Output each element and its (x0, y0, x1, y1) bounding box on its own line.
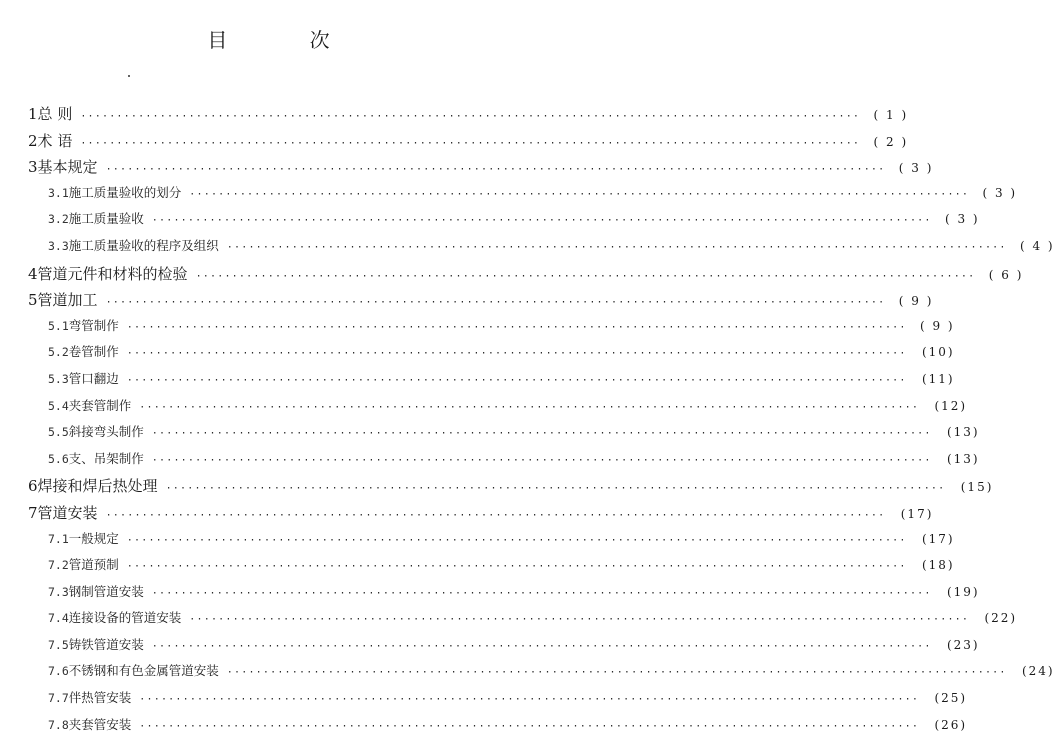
toc-entry-page: (19) (946, 584, 980, 599)
toc-entry-title: 施工质量验收的划分 (68, 184, 182, 200)
toc-entry-number: 5.5 (48, 425, 69, 440)
scan-speck (128, 75, 130, 77)
toc-entry-number: 5.2 (48, 345, 69, 360)
dot-leader: ············································································································ (126, 534, 907, 546)
toc-entry-number: 5.3 (48, 371, 69, 386)
toc-entry[interactable] (0, 449, 980, 476)
toc-entry-title: 基本规定 (37, 158, 98, 177)
toc-entry-page: (13) (946, 451, 980, 466)
dot-leader: ············································································································ (151, 640, 932, 652)
toc-entry[interactable] (0, 688, 968, 715)
dot-leader: ············································································································ (151, 428, 932, 440)
toc-entry-number: 5.4 (48, 398, 69, 413)
toc-entry-title: 术 语 (37, 131, 73, 150)
toc-entry-title: 连接设备的管道安装 (68, 610, 182, 626)
toc-entry-page: (17) (921, 531, 955, 546)
toc-entry[interactable] (0, 582, 980, 609)
toc-entry[interactable] (0, 608, 1018, 635)
dot-leader: ············································································································ (139, 401, 920, 413)
toc-entry-number: 7.4 (48, 611, 69, 626)
toc-entry[interactable] (0, 316, 955, 343)
page-title: 目 次 (207, 28, 368, 52)
toc-entry-title: 支、吊架制作 (68, 450, 144, 466)
toc-entry-number: 3 (28, 158, 38, 177)
toc-entry-page: ( 9 ) (919, 318, 955, 333)
dot-leader: ············································································································ (151, 215, 932, 227)
dot-leader: ············································································································ (126, 321, 907, 333)
dot-leader: ············································································································ (195, 270, 976, 282)
dot-leader: ············································································································ (126, 374, 907, 386)
toc-entry-page: ( 2 ) (873, 134, 909, 149)
toc-entry[interactable] (0, 502, 934, 529)
toc-entry-page: (12) (934, 398, 968, 413)
toc-entry[interactable] (0, 263, 1024, 290)
toc-entry-number: 5.6 (48, 451, 69, 466)
toc-entry-number: 7.1 (48, 531, 69, 546)
toc-entry-number: 6 (28, 477, 38, 496)
dot-leader: ············································································································ (126, 348, 907, 360)
toc-entry-number: 7.7 (48, 691, 69, 706)
toc-entry-title: 一般规定 (68, 530, 119, 546)
dot-leader: ············································································································ (126, 561, 907, 573)
toc-entry-page: (13) (946, 425, 980, 440)
toc-entry[interactable] (0, 529, 955, 556)
toc-entry[interactable] (0, 396, 968, 423)
toc-entry-number: 5 (28, 291, 38, 310)
toc-entry-number: 7.5 (48, 637, 69, 652)
toc-entry-page: ( 3 ) (982, 185, 1018, 200)
toc-entry-title: 管道元件和材料的检验 (37, 264, 188, 283)
toc-entry-number: 5.1 (48, 318, 69, 333)
toc-entry-page: (26) (934, 717, 968, 732)
toc-entry[interactable] (0, 555, 955, 582)
dot-leader: ············································································································ (139, 694, 920, 706)
toc-entry-title: 管口翻边 (68, 370, 119, 386)
dot-leader: ············································································································ (105, 164, 886, 176)
toc-entry-title: 管道安装 (37, 503, 98, 522)
toc-entry-page: (17) (900, 506, 934, 521)
toc-entry-title: 施工质量验收的程序及组织 (68, 237, 219, 253)
toc-entry-page: (23) (946, 637, 980, 652)
toc-entry[interactable] (0, 635, 980, 662)
dot-leader: ············································································································ (80, 137, 861, 149)
toc-entry-number: 4 (28, 264, 38, 283)
toc-entry[interactable] (0, 475, 994, 502)
toc-entry-number: 3.2 (48, 212, 69, 227)
toc-entry-title: 夹套管制作 (68, 397, 132, 413)
toc-entry-number: 7 (28, 503, 38, 522)
toc-entry-page: (24) (1021, 664, 1055, 679)
toc-entry-page: (11) (921, 371, 955, 386)
dot-leader: ············································································································ (105, 509, 886, 521)
toc-entry[interactable] (0, 715, 968, 741)
toc-entry[interactable] (0, 183, 1018, 210)
dot-leader: ············································································································ (139, 720, 920, 732)
toc-entry[interactable] (0, 289, 934, 316)
toc-entry-title: 铸铁管道安装 (68, 636, 144, 652)
toc-entry-title: 不锈钢和有色金属管道安装 (68, 663, 219, 679)
dot-leader: ············································································································ (189, 188, 970, 200)
dot-leader: ············································································································ (226, 241, 1007, 253)
toc-entry-title: 斜接弯头制作 (68, 424, 144, 440)
toc-entry-number: 2 (28, 131, 38, 150)
toc-entry-number: 7.8 (48, 717, 69, 732)
toc-entry[interactable] (0, 369, 955, 396)
toc-entry[interactable] (0, 103, 909, 130)
toc-entry-title: 焊接和焊后热处理 (37, 477, 158, 496)
toc-entry-page: ( 3 ) (944, 212, 980, 227)
toc-entry-number: 7.3 (48, 584, 69, 599)
toc-entry-page: ( 3 ) (898, 161, 934, 176)
toc-entry[interactable] (0, 236, 1055, 263)
toc-entry-title: 钢制管道安装 (68, 583, 144, 599)
toc-entry[interactable] (0, 156, 934, 183)
dot-leader: ············································································································ (151, 454, 932, 466)
toc-entry[interactable] (0, 661, 1055, 688)
toc-entry-title: 施工质量验收 (68, 211, 144, 227)
toc-entry-title: 管道加工 (37, 291, 98, 310)
toc-entry-page: ( 1 ) (873, 108, 909, 122)
toc-entry-title: 管道预制 (68, 557, 119, 573)
dot-leader: ············································································································ (226, 667, 1007, 679)
toc-entry-page: ( 6 ) (988, 267, 1024, 282)
dot-leader: ············································································································ (165, 483, 946, 495)
toc-entry-number: 7.6 (48, 664, 69, 679)
toc-entry[interactable] (0, 209, 980, 236)
dot-leader: ············································································································ (80, 111, 861, 122)
toc-entry-page: (15) (960, 480, 994, 495)
toc-entry-page: ( 4 ) (1019, 238, 1055, 253)
toc-entry[interactable] (0, 342, 955, 369)
toc-entry-number: 1 (28, 105, 38, 123)
toc-entry-page: (22) (984, 611, 1018, 626)
toc-entry-title: 弯管制作 (68, 317, 119, 333)
toc-entry[interactable] (0, 422, 980, 449)
dot-leader: ············································································································ (151, 587, 932, 599)
toc-entry-title: 夹套管安装 (68, 716, 132, 732)
toc-entry[interactable] (0, 130, 909, 157)
toc-entry-number: 3.3 (48, 238, 69, 253)
table-of-contents (0, 103, 1055, 741)
toc-entry-title: 伴热管安装 (68, 690, 132, 706)
toc-entry-title: 总 则 (37, 105, 73, 123)
toc-entry-page: (25) (934, 691, 968, 706)
toc-entry-title: 卷管制作 (68, 344, 119, 360)
toc-entry-number: 7.2 (48, 558, 69, 573)
toc-entry-page: ( 9 ) (898, 294, 934, 309)
dot-leader: ············································································································ (189, 614, 970, 626)
toc-entry-number: 3.1 (48, 185, 69, 200)
dot-leader: ············································································································ (105, 297, 886, 309)
toc-entry-page: (10) (921, 345, 955, 360)
toc-entry-page: (18) (921, 558, 955, 573)
